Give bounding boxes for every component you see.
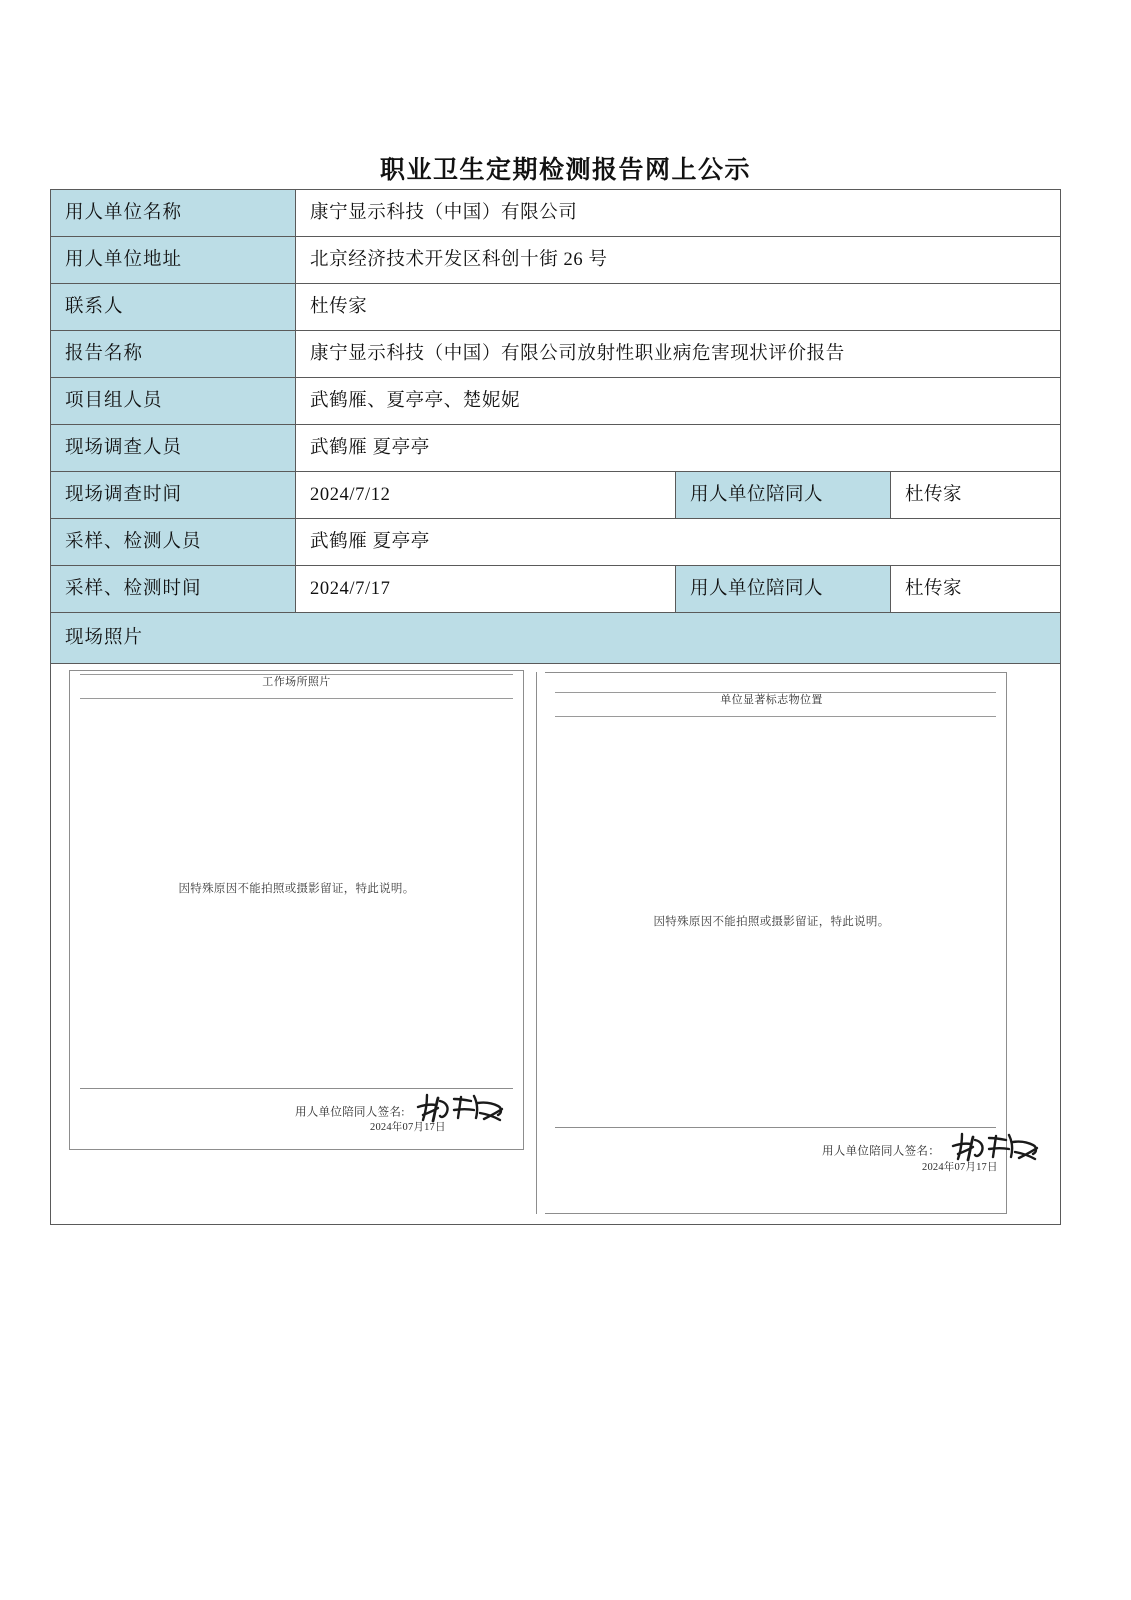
signature-divider (555, 1127, 996, 1128)
row-label-sampling-staff: 采样、检测人员 (51, 519, 296, 566)
row-value-employer-name: 康宁显示科技（中国）有限公司 (296, 190, 1061, 237)
row-label-sampling-time: 采样、检测时间 (51, 566, 296, 613)
panel-rule-bottom (555, 716, 996, 717)
table-row (51, 284, 1061, 331)
row-value-survey-time: 2024/7/12 (296, 472, 676, 519)
workplace-photo-panel (69, 670, 524, 1150)
row-label-survey-companion: 用人单位陪同人 (676, 472, 891, 519)
row-value-project-team: 武鹤雁、夏亭亭、楚妮妮 (296, 378, 1061, 425)
workplace-photo-note: 因特殊原因不能拍照或摄影留证，特此说明。 (178, 883, 415, 895)
page-title: 职业卫生定期检测报告网上公示 (379, 157, 751, 184)
table-row (51, 378, 1061, 425)
table-row-photos (51, 664, 1061, 1225)
row-label-survey-staff: 现场调查人员 (51, 425, 296, 472)
site-photos-container (51, 664, 1060, 1224)
row-value-sampling-time: 2024/7/17 (296, 566, 676, 613)
row-value-contact-person: 杜传家 (296, 284, 1061, 331)
row-label-employer-name: 用人单位名称 (51, 190, 296, 237)
table-row (51, 519, 1061, 566)
report-info-table (50, 189, 1061, 1225)
row-value-survey-companion: 杜传家 (891, 472, 1061, 519)
table-row (51, 331, 1061, 378)
row-value-report-name: 康宁显示科技（中国）有限公司放射性职业病危害现状评价报告 (296, 331, 1061, 378)
row-label-contact-person: 联系人 (51, 284, 296, 331)
workplace-signature-date: 2024年07月17日 (370, 1122, 446, 1133)
landmark-photo-panel-header: 单位显著标志物位置 (720, 694, 823, 706)
row-label-survey-time: 现场调查时间 (51, 472, 296, 519)
signature-label: 用人单位陪同人签名： (822, 1145, 940, 1158)
panel-rule-bottom (80, 698, 513, 699)
section-header-site-photos: 现场照片 (51, 613, 1061, 664)
table-row (51, 613, 1061, 664)
table-row (51, 425, 1061, 472)
row-label-report-name: 报告名称 (51, 331, 296, 378)
row-value-employer-address: 北京经济技术开发区科创十街 26 号 (296, 237, 1061, 284)
workplace-photo-panel-header: 工作场所照片 (262, 676, 331, 688)
row-label-employer-address: 用人单位地址 (51, 237, 296, 284)
table-row (51, 472, 1061, 519)
landmark-photo-note: 因特殊原因不能拍照或摄影留证，特此说明。 (653, 916, 890, 928)
table-row (51, 566, 1061, 613)
table-row (51, 237, 1061, 284)
row-label-sampling-companion: 用人单位陪同人 (676, 566, 891, 613)
row-label-project-team: 项目组人员 (51, 378, 296, 425)
table-row (51, 190, 1061, 237)
row-value-sampling-staff: 武鹤雁 夏亭亭 (296, 519, 1061, 566)
signature-label: 用人单位陪同人签名: (295, 1106, 405, 1119)
landmark-photo-panel (536, 672, 1006, 1214)
site-photos-cell (51, 664, 1061, 1225)
landmark-signature-date: 2024年07月17日 (922, 1162, 998, 1173)
row-value-sampling-companion: 杜传家 (891, 566, 1061, 613)
row-value-survey-staff: 武鹤雁 夏亭亭 (296, 425, 1061, 472)
